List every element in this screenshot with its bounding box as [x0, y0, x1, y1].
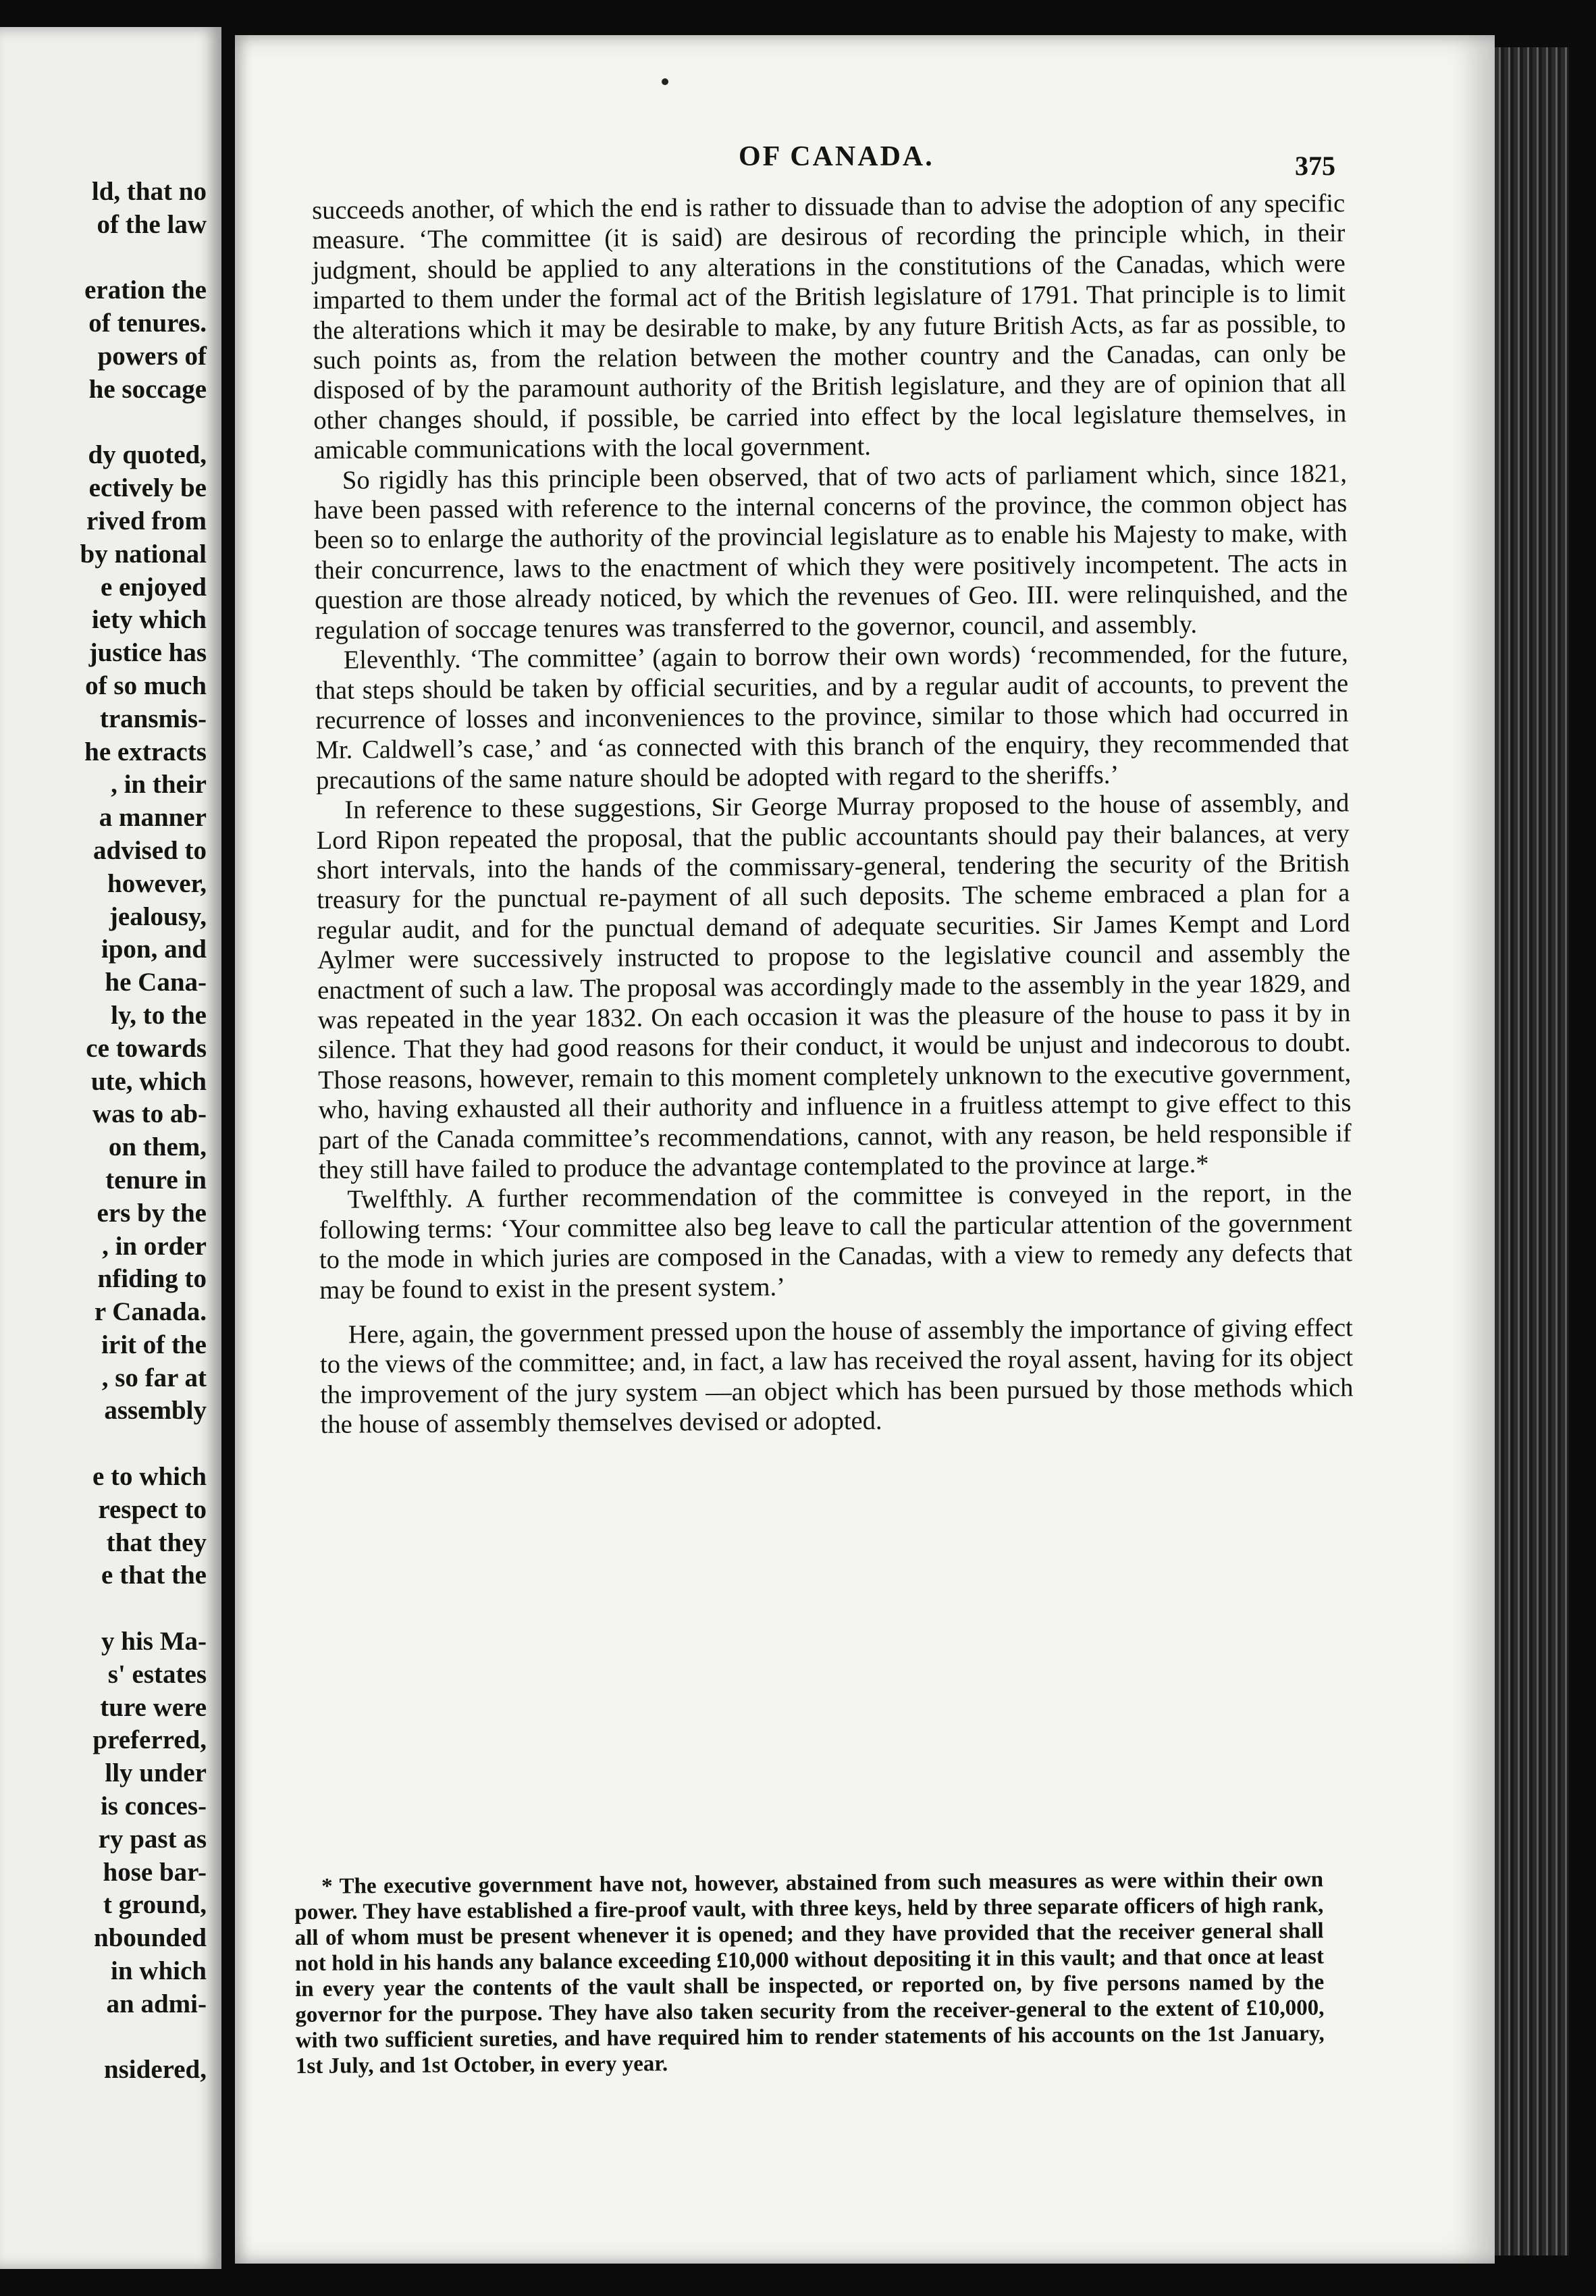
facing-page-line: ute, which: [90, 1066, 207, 1096]
facing-page-line: [0, 407, 207, 440]
facing-page-left: [0, 27, 221, 2269]
facing-page-line: , so far at: [101, 1363, 207, 1392]
page-edges: [1495, 47, 1569, 2255]
facing-page-line: e to which: [92, 1462, 207, 1492]
facing-page-line: that they: [106, 1528, 207, 1557]
facing-page-line: assembly: [104, 1396, 207, 1426]
facing-page-line: rived from: [86, 506, 207, 536]
facing-page-line: on them,: [108, 1132, 207, 1162]
footnote: [294, 1867, 1325, 2079]
facing-page-line: he Cana-: [105, 968, 207, 997]
facing-page-line: of so much: [85, 671, 207, 700]
footnote-text: * The executive government have not, however, abstained from such measures as were within their own power. They have established a fire-proof vault, with three keys, held by three separate officers of high rank, all of whom must be present whenever it is opened; and they have provided that the receiver general shall not hold in his hands any balance exceeding £10,000 without depositing it in this vault; and that once at least in every year the contents of the vault shall be inspected, or reported on, by five persons named by the governor for the purpose. They have also taken security from the receiver-general to the extent of £10,000, with two sufficient sureties, and have required him to render statements of his accounts on the 1st January, 1st July, and 1st October, in every year.: [294, 1867, 1325, 2079]
facing-page-line: y his Ma-: [101, 1627, 207, 1656]
paragraph: In reference to these suggestions, Sir George Murray proposed to the house of assembly, and Lord Ripon repeated the proposal, that the public accountants should pay their balances, at very short intervals, into the hands of the commissary-general, tendering the security of the British treasury for the punctual re-payment of all such deposits. The scheme embraced a plan for a regular audit, and for the punctual demand of adequate securities. Sir James Kempt and Lord Aylmer were successively instructed to propose to the legislative council and assembly the enactment of such a law. The proposal was accordingly made to the assembly in the year 1829, and was repeated in the year 1832. On each occasion it was the pleasure of the house to pass it by in silence. That they had good reasons for their conduct, it would be unjust and indecorous to doubt. Those reasons, however, remain to this moment completely unknown to the executive government, who, having exhausted all their authority and influence in a fruitless attempt to give effect to this part of the Canada committee’s recommendations, cannot, with any reason, be held responsible if they still have failed to produce the advantage contemplated to the province at large.*: [316, 789, 1352, 1184]
facing-page-line: irit of the: [101, 1330, 207, 1359]
facing-page-line: t ground,: [103, 1890, 207, 1920]
paragraph: Twelfthly. A further recommendation of the committee is conveyed in the report, in the following terms: ‘Your committee also beg leave to call the particular attention of the government to the mode in which juries are composed in the Canadas, with a view to remedy any defects that may be found to exist in the present system.’: [319, 1178, 1353, 1305]
facing-page-line: by national: [80, 539, 207, 569]
facing-page-line: in which: [111, 1956, 207, 1986]
facing-page-line: lly under: [105, 1758, 207, 1788]
facing-page-line: s' estates: [107, 1659, 207, 1689]
facing-page-line: was to ab-: [92, 1099, 207, 1129]
facing-page-line: jealousy,: [109, 902, 207, 931]
facing-page-line: respect to: [98, 1494, 207, 1524]
page-number: 375: [1295, 151, 1335, 181]
facing-page-line: ly, to the: [111, 1000, 207, 1030]
facing-page-line: powers of: [97, 341, 207, 371]
facing-page-line: ture were: [100, 1692, 207, 1722]
facing-page-line: is conces-: [100, 1792, 207, 1821]
facing-page-line: however,: [107, 868, 207, 898]
facing-page-line: a manner: [99, 803, 207, 833]
facing-page-line: transmis-: [99, 704, 207, 733]
facing-page-line: hose bar-: [103, 1857, 207, 1887]
facing-page-line: nsidered,: [103, 2055, 207, 2085]
facing-page-line: ld, that no: [91, 177, 207, 206]
facing-page-line: [0, 242, 207, 275]
facing-page-line: ry past as: [98, 1824, 207, 1854]
facing-page-line: tenure in: [105, 1165, 207, 1195]
facing-page-line: , in order: [102, 1231, 207, 1261]
paragraph: Here, again, the government pressed upon the house of assembly the importance of giving effect to the views of the committee; and, in fact, a law has received the royal assent, having for its object the improvement of the jury system —an object which has been pursued by those methods which the house of assembly themselves devised or adopted.: [319, 1313, 1354, 1440]
body-text: [312, 188, 1354, 1440]
facing-page-line: eration the: [84, 276, 207, 305]
facing-page-line: of tenures.: [88, 309, 207, 338]
facing-page-line: [0, 1428, 207, 1461]
facing-page-line: of the law: [97, 209, 207, 239]
facing-page-line: preferred,: [92, 1725, 207, 1755]
ink-dot: [662, 78, 668, 85]
facing-page-line: advised to: [93, 835, 207, 865]
facing-page-line: ers by the: [97, 1198, 207, 1228]
facing-page-line: dy quoted,: [88, 440, 207, 470]
facing-page-line: ce towards: [86, 1033, 207, 1063]
facing-page-line: , in their: [111, 770, 207, 800]
paragraph: succeeds another, of which the end is rather to dissuade than to advise the adoption of any specific measure. ‘The committee (it is said) are desirous of recording the principle which, in their judgment, should be applied to any alterations in the constitutions of the Canadas, which were imparted to them under the formal act of the British legislature of 1791. That principle is to limit the alterations which it may be desirable to make, by any future British Acts, as far as possible, to such points as, from the relation between the mother country and the Canadas, can only be disposed of by the paramount authority of the British legislature, and they are of opinion that all other changes should, if possible, be carried into effect by the local legislature themselves, in amicable communications with the local government.: [312, 189, 1347, 465]
facing-page-line: nbounded: [94, 1923, 207, 1953]
facing-page-text: [0, 176, 207, 2087]
facing-page-line: he soccage: [88, 374, 207, 404]
facing-page-line: nfiding to: [97, 1264, 207, 1294]
facing-page-line: he extracts: [84, 737, 207, 766]
facing-page-line: [0, 2021, 207, 2054]
paragraph: So rigidly has this principle been observed, that of two acts of parliament which, since 1821, have been passed with reference to the internal concerns of the province, the common object has been so to enlarge the authority of the provincial legislature as to enable his Majesty to make, with their concurrence, laws to the enactment of which they were positively incompetent. The acts in question are those already noticed, by which the revenues of Geo. III. were relinquished, and the regulation of soccage tenures was transferred to the governor, council, and assembly.: [314, 459, 1348, 645]
facing-page-line: [0, 1592, 207, 1625]
facing-page-line: e enjoyed: [100, 572, 207, 602]
facing-page-line: e that the: [101, 1561, 207, 1590]
paragraph: Eleventhly. ‘The committee’ (again to borrow their own words) ‘recommended, for the future, that steps should be taken by official securities, and by a regular audit of accounts, to prevent the recurrence of losses and inconveniences to the province, similar to those which had occurred in Mr. Caldwell’s case,’ and ‘as connected with this branch of the enquiry, they recommended that precautions of the same nature should be adopted with regard to the sheriffs.’: [315, 639, 1349, 795]
facing-page-line: an admi-: [106, 1989, 207, 2018]
facing-page-line: ectively be: [88, 473, 207, 503]
facing-page-line: justice has: [88, 638, 207, 668]
facing-page-line: r Canada.: [94, 1297, 207, 1327]
facing-page-line: ipon, and: [101, 935, 207, 964]
facing-page-line: iety which: [91, 605, 207, 635]
running-head: OF CANADA.: [739, 141, 934, 172]
